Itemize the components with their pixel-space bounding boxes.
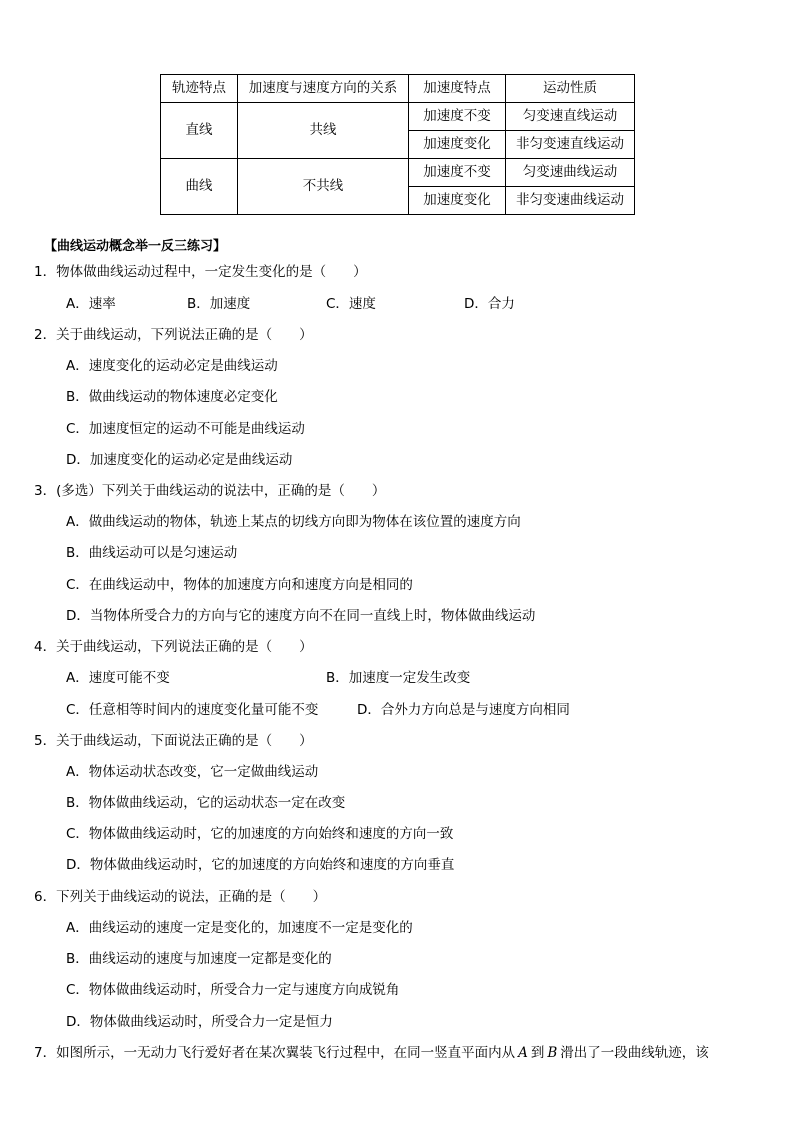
- option-a: A．速率: [66, 296, 116, 312]
- point-a-label: A: [518, 1045, 528, 1061]
- option-b: B．物体做曲线运动，它的运动状态一定在改变: [66, 795, 346, 811]
- option-b: B．曲线运动可以是匀速运动: [66, 545, 238, 561]
- question-stem: 3．(多选）下列关于曲线运动的说法中，正确的是（ ）: [34, 483, 386, 499]
- option-a: A．速度可能不变: [66, 670, 170, 686]
- table-cell-motion: 匀变速直线运动: [506, 103, 635, 131]
- option-c: C．物体做曲线运动时，它的加速度的方向始终和速度的方向一致: [66, 826, 454, 842]
- question-stem: [34, 1043, 709, 1063]
- option-c: C．速度: [326, 296, 376, 312]
- stem-text: 7．如图所示，一无动力飞行爱好者在某次翼装飞行过程中，在同一竖直平面内从: [34, 1045, 516, 1061]
- option-d: D．加速度变化的运动必定是曲线运动: [66, 452, 293, 468]
- option-c: C．任意相等时间内的速度变化量可能不变: [66, 702, 319, 718]
- table-row: [161, 159, 635, 187]
- option-d: D．物体做曲线运动时，所受合力一定是恒力: [66, 1014, 333, 1030]
- option-d: D．物体做曲线运动时，它的加速度的方向始终和速度的方向垂直: [66, 857, 455, 873]
- option-d: D．当物体所受合力的方向与它的速度方向不在同一直线上时，物体做曲线运动: [66, 608, 536, 624]
- point-b-label: B: [547, 1045, 558, 1061]
- table-cell-motion: 非匀变速曲线运动: [506, 187, 635, 215]
- question-stem: 6．下列关于曲线运动的说法，正确的是（ ）: [34, 889, 327, 905]
- option-b: B．曲线运动的速度与加速度一定都是变化的: [66, 951, 332, 967]
- table-header-row: [161, 75, 635, 103]
- option-a: A．曲线运动的速度一定是变化的，加速度不一定是变化的: [66, 920, 413, 936]
- option-c: C．在曲线运动中，物体的加速度方向和速度方向是相同的: [66, 577, 413, 593]
- motion-summary-table: [160, 74, 635, 215]
- table-cell-accel: 加速度不变: [409, 159, 506, 187]
- option-b: B．做曲线运动的物体速度必定变化: [66, 389, 278, 405]
- table-header-cell: 轨迹特点: [161, 75, 238, 103]
- table-cell-accel: 加速度变化: [409, 187, 506, 215]
- stem-text: 到: [530, 1045, 545, 1061]
- table-row: [161, 103, 635, 131]
- option-d: D．合力: [464, 296, 515, 312]
- table-cell-accel: 加速度不变: [409, 103, 506, 131]
- table-cell-relation: 不共线: [238, 159, 409, 215]
- table-header-cell: 加速度与速度方向的关系: [238, 75, 409, 103]
- table-cell-motion: 非匀变速直线运动: [506, 131, 635, 159]
- option-a: A．做曲线运动的物体，轨迹上某点的切线方向即为物体在该位置的速度方向: [66, 514, 521, 530]
- question-stem: 5．关于曲线运动，下面说法正确的是（ ）: [34, 733, 313, 749]
- table-cell-track: 曲线: [161, 159, 238, 215]
- stem-text: 滑出了一段曲线轨迹，该: [560, 1045, 709, 1061]
- option-b: B．加速度: [187, 296, 251, 312]
- table-header-cell: 运动性质: [506, 75, 635, 103]
- section-title: 【曲线运动概念举一反三练习】: [44, 239, 227, 254]
- option-a: A．速度变化的运动必定是曲线运动: [66, 358, 278, 374]
- option-d: D．合外力方向总是与速度方向相同: [357, 702, 570, 718]
- question-stem: 2．关于曲线运动，下列说法正确的是（ ）: [34, 327, 313, 343]
- option-c: C．物体做曲线运动时，所受合力一定与速度方向成锐角: [66, 982, 400, 998]
- option-c: C．加速度恒定的运动不可能是曲线运动: [66, 421, 305, 437]
- option-b: B．加速度一定发生改变: [326, 670, 471, 686]
- table-cell-accel: 加速度变化: [409, 131, 506, 159]
- question-stem: 4．关于曲线运动，下列说法正确的是（ ）: [34, 639, 313, 655]
- option-a: A．物体运动状态改变，它一定做曲线运动: [66, 764, 319, 780]
- table-header-cell: 加速度特点: [409, 75, 506, 103]
- table-cell-motion: 匀变速曲线运动: [506, 159, 635, 187]
- table-cell-track: 直线: [161, 103, 238, 159]
- table-cell-relation: 共线: [238, 103, 409, 159]
- question-stem: 1．物体做曲线运动过程中，一定发生变化的是（ ）: [34, 264, 367, 280]
